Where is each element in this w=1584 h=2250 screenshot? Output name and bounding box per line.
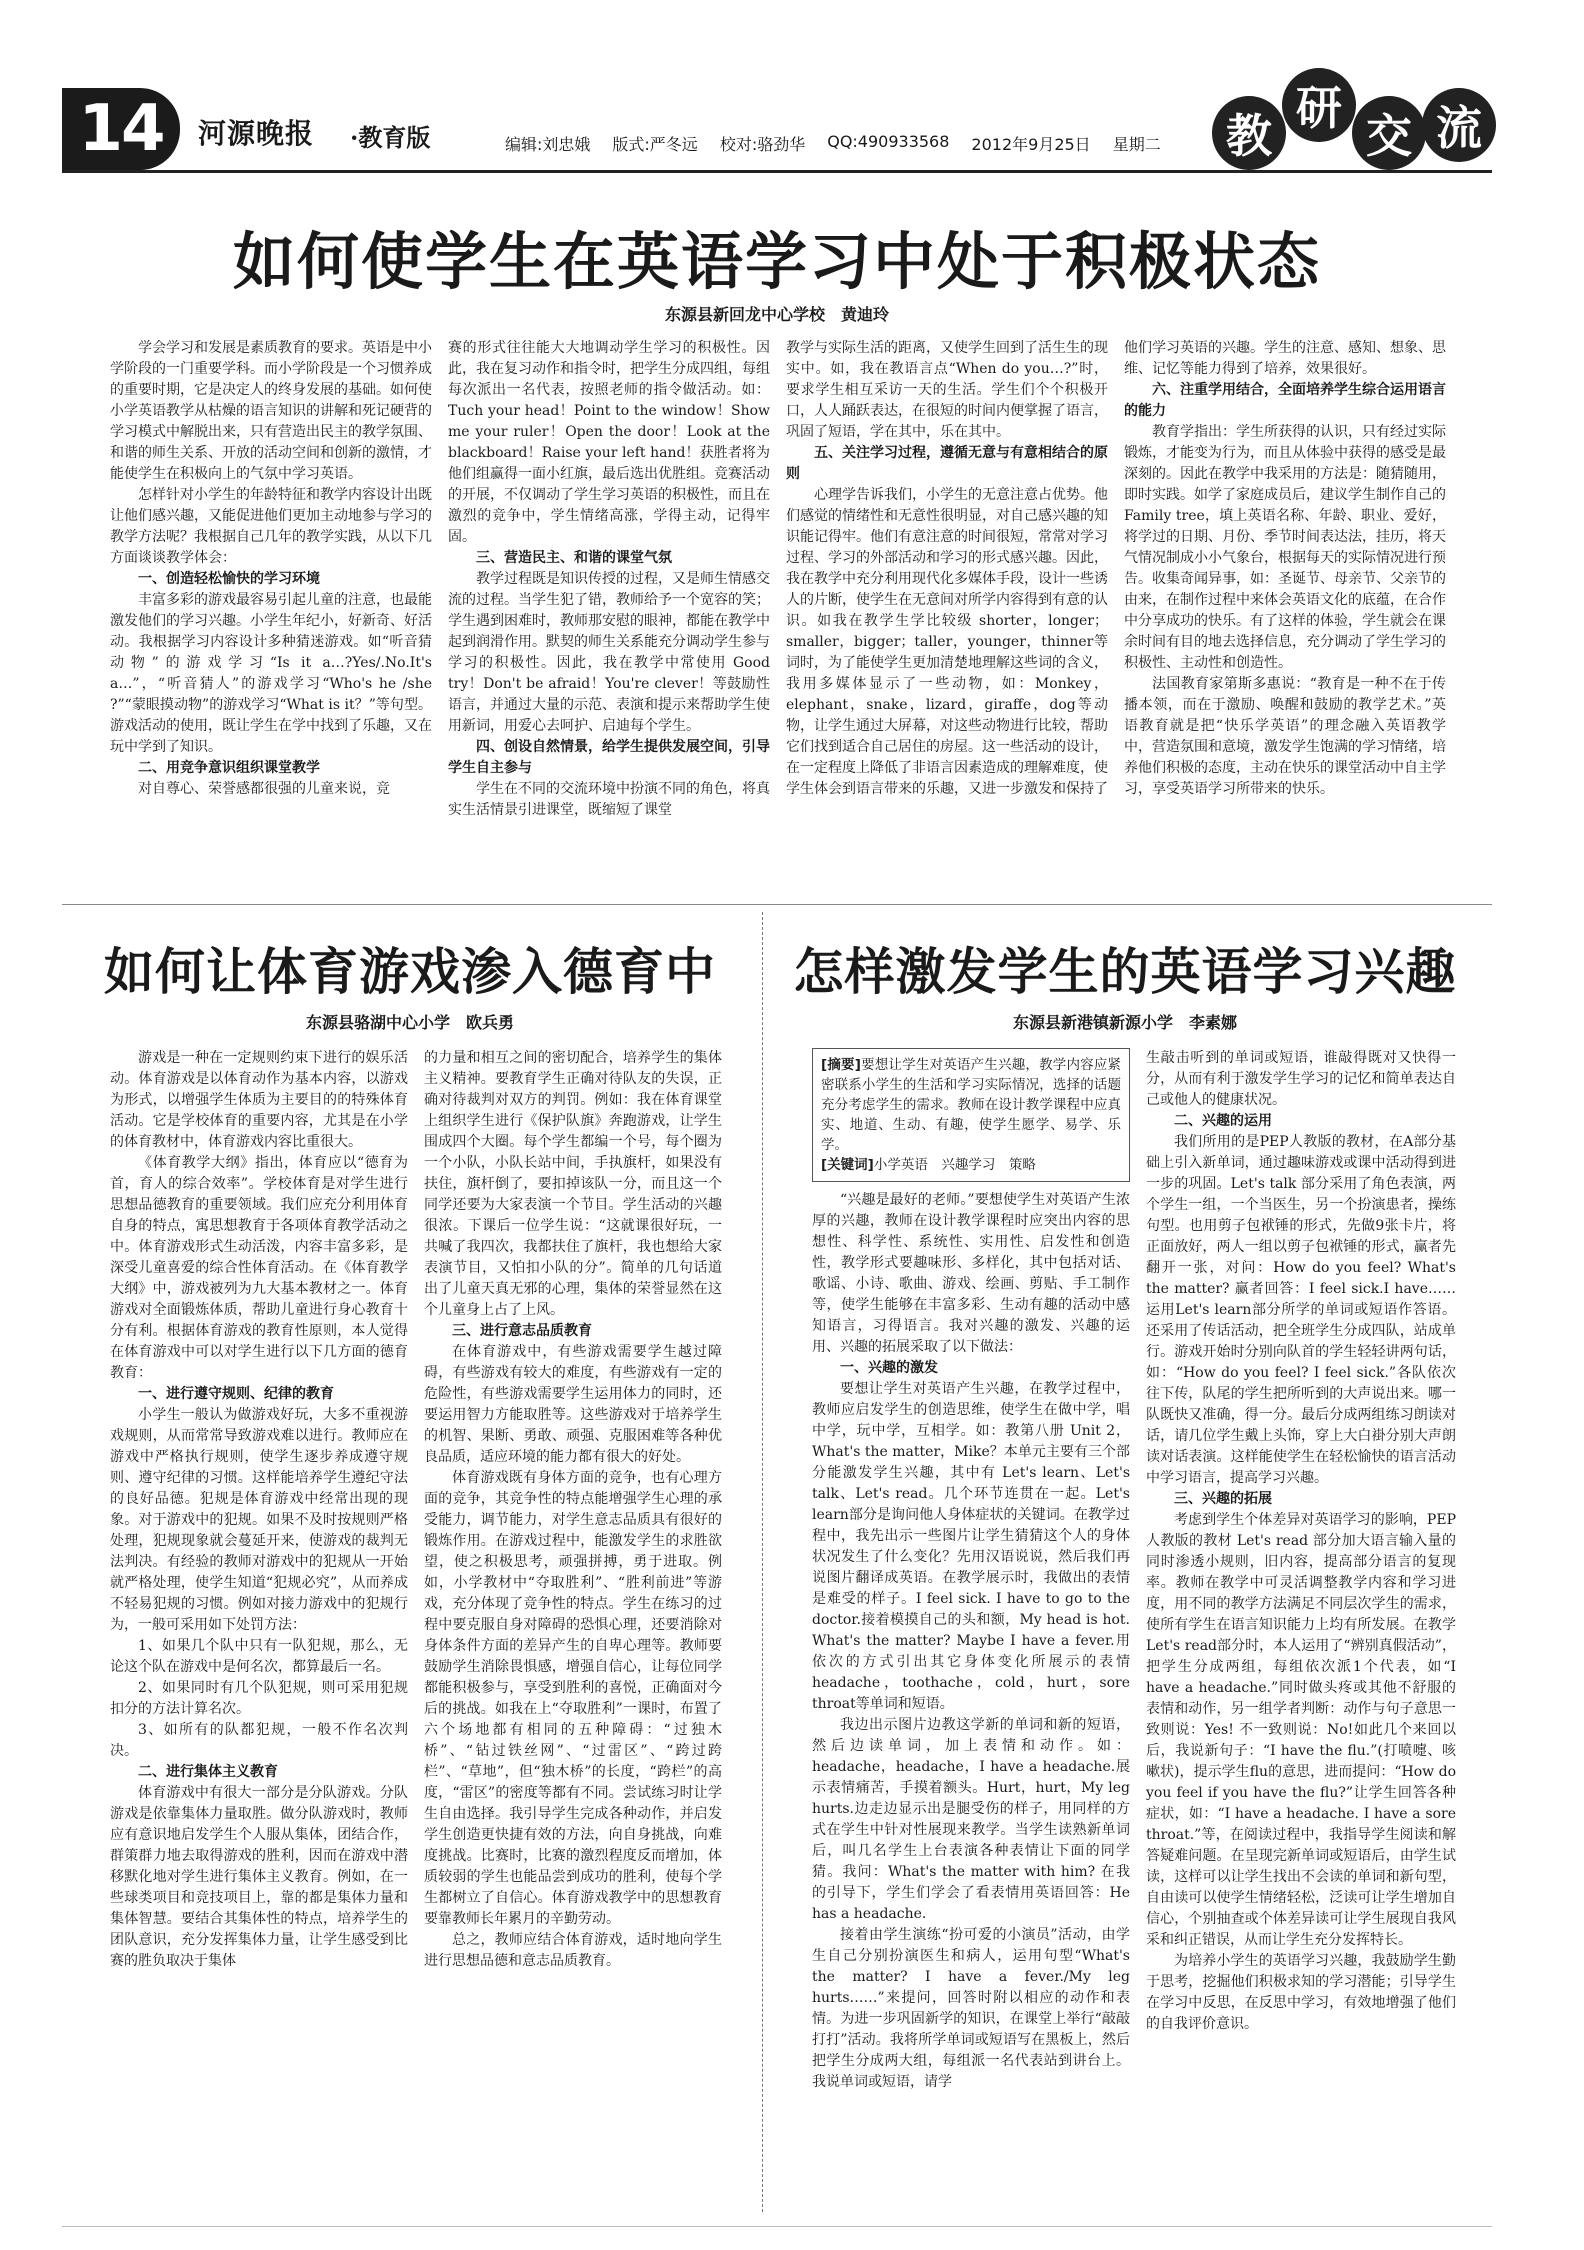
section-heading: 四、创设自然情景，给学生提供发展空间，引导学生自主参与 <box>448 739 770 776</box>
masthead-meta <box>505 132 1161 155</box>
paragraph: 教学与实际生活的距离，又使学生回到了活生生的现实中。如，我在教语言点“When do you…?”时，要求学生相互采访一天的生活。学生们个个积极开口，人人踊跃表达，在很短的时间内便掌握了语言，巩固了短语，学在其中，乐在其中。 <box>786 340 1108 440</box>
section-heading: 三、兴趣的拓展 <box>1174 1491 1272 1507</box>
paragraph: “兴趣是最好的老师。”要想使学生对英语产生浓厚的兴趣，教师在设计教学课程时应突出内容的思想性、科学性、系统性、实用性、启发性和创造性，教学形式要趣味形、多样化，其中包括对话、歌谣、小诗、歌曲、游戏、绘画、剪贴、手工制作等，使学生能够在丰富多彩、生动有趣的活动中感知语言，习得语言。我对兴趣的激发、兴趣的运用、兴趣的拓展采取了以下做法： <box>812 1192 1130 1355</box>
article3-title: 怎样激发学生的英语学习兴趣 <box>793 943 1457 1001</box>
paper-logo: 河源晚报 <box>198 117 315 150</box>
section-heading: 一、创造轻松愉快的学习环境 <box>138 571 320 587</box>
keywords-label: [关键词] <box>821 1157 874 1173</box>
article3-abstract <box>812 1048 1130 1182</box>
column-divider <box>762 912 763 2212</box>
column-char: 研 <box>1282 68 1356 142</box>
article3-column-1 <box>812 1048 1130 2130</box>
paragraph: 我们所用的是PEP人教版的教材，在A部分基础上引入新单词，通过趣味游戏或课中活动得到进一步的巩固。Let's talk 部分采用了角色表演，两个学生一组，一个当医生，另一个扮演患者，操练句型。也用剪子包袱锤的形式，先做9张卡片，将正面放好，两人一组以剪子包袱锤的形式，赢者先翻开一张，对问：How do you feel? What's the matter? 赢者回答：I feel sick.I have……运用Let's learn部分所学的单词或短语作答语。还采用了传话活动，把全班学生分成四队，站成单行。游戏开始时分别向队首的学生轻轻讲两句话，如：“How do you feel? I feel sick.”各队依次往下传，队尾的学生把所听到的大声说出来。哪一队既快又准确，得一分。最后分成两组练习朗读对话，请几位学生戴上头饰，穿上大白褂分别大声朗读对话表演。这样能使学生在轻松愉快的语言活动中学习语言，提高学习兴趣。 <box>1146 1134 1456 1486</box>
keywords-text: 小学英语 兴趣学习 策略 <box>873 1157 1036 1173</box>
section-heading: 一、进行遵守规则、纪律的教育 <box>138 1386 334 1402</box>
article2-title: 如何让体育游戏渗入德育中 <box>104 943 716 1001</box>
column-badge <box>1212 68 1502 178</box>
paragraph: 学会学习和发展是素质教育的要求。英语是中小学阶段的一门重要学科。而小学阶段是一个习惯养成的重要时期，它是决定人的终身发展的基础。如何使小学英语教学从枯燥的语言知识的讲解和死记硬背的学习模式中解脱出来，只有营造出民主的教学氛围、和谐的师生关系、开放的活动空间和创新的激情，才能使学生在积极向上的气氛中学习英语。 <box>110 340 432 482</box>
qq-number: QQ:490933568 <box>827 132 950 151</box>
section-heading: 二、用竞争意识组织课堂教学 <box>138 760 320 776</box>
issue-date: 2012年9月25日 <box>971 135 1091 154</box>
paragraph: 总之，教师应结合体育游戏，适时地向学生进行思想品德和意志品质教育。 <box>424 1932 722 1969</box>
paragraph: 考虑到学生个体差异对英语学习的影响，PEP人教版的教材 Let's read 部分加大语言输入量的同时渗透小规则，旧内容，提高部分语言的复现率。教师在教学中可灵活调整教学内容和学习进度，用不同的教学方法满足不同层次学生的需求，使所有学生在语言知识能力上均有所发展。在教学Let's read部分时，本人运用了“辨别真假活动”，把学生分成两组，每组依次派1个代表，如“I have a headache.”同时做头疼或其他不舒服的表情和动作，另一组学者判断：动作与句子意思一致则说：Yes! 不一致则说：No!如此几个来回以后，我说新句子：“I have the flu.”(打喷嚏、咳嗽状)，提示学生flu的意思，进而提问：“How do you feel if you have the flu?”让学生回答各种症状，如：“I have a headache. I have a sore throat.”等，在阅读过程中，我指导学生阅读和解答疑难问题。在呈现完新单词或短语后，由学生试读，这样可以让学生找出不会读的单词和新句型，自由读可以使学生情绪轻松，泛读可让学生增加自信心，个别抽查或个体差异读可让学生展现自我风采和纠正错误，从而让学生充分发挥特长。 <box>1146 1512 1456 1948</box>
section-heading: 一、兴趣的激发 <box>840 1360 938 1376</box>
edition-name: ·教育版 <box>350 123 431 152</box>
paragraph: 生敲击听到的单词或短语，谁敲得既对又快得一分，从而有利于激发学生学习的记忆和简单表达自己或他人的健康状况。 <box>1146 1050 1456 1108</box>
paragraph: 在体育游戏中，有些游戏需要学生越过障碍，有些游戏有较大的难度，有些游戏有一定的危险性，有些游戏需要学生运用体力的同时，还要运用智力方能取胜等。这些游戏对于培养学生的机智、果断、勇敢、顽强、克服困难等各种优良品质，适应环境的能力都有很大的好处。 <box>424 1344 722 1465</box>
paragraph: 教学过程既是知识传授的过程，又是师生情感交流的过程。当学生犯了错，教师给予一个宽容的笑；学生遇到困难时，教师那安慰的眼神，都能在教学中起到润滑作用。默契的师生关系能充分调动学生参与学习的积极性。因此，我在教学中常使用 Good try！Don't be afraid！You're clever！等鼓励性语言，并通过大量的示范、表演和提示来帮助学生使用新词，用爱心去呵护、启迪每个学生。 <box>448 571 770 734</box>
article2-column-1 <box>110 1048 408 2130</box>
paragraph: 体育游戏既有身体方面的竞争，也有心理方面的竞争，其竞争性的特点能增强学生心理的承受能力，调节能力，对学生意志品质具有很好的锻炼作用。在游戏过程中，能激发学生的求胜欲望，使之积极思考，顽强拼搏，勇于进取。例如，小学教材中“夺取胜利”、“胜利前进”等游戏，充分体现了竞争性的特点。学生在练习的过程中要克服自身对障碍的恐惧心理，还要消除对身体条件方面的差异产生的自卑心理等。教师要鼓励学生消除畏惧感，增强自信心，让每位同学都能积极参与，享受到胜利的喜悦，正确面对今后的挑战。如我在上“夺取胜利”一课时，布置了六个场地都有相同的五种障碍：“过独木桥”、“钻过铁丝网”、“过雷区”、“跨过跨栏”、“草地”，但“独木桥”的长度，“跨栏”的高度，“雷区”的密度等都有不同。尝试练习时让学生自由选择。我引导学生完成各种动作，并启发学生创造更快捷有效的方法，向自身挑战，向难度挑战。比赛时，比赛的激烈程度反而增加，体质较弱的学生也能品尝到成功的胜利，使每个学生都树立了自信心。体育游戏教学中的思想教育要靠教师长年累月的辛勤劳动。 <box>424 1470 722 1927</box>
designer: 版式:严冬远 <box>612 135 698 154</box>
paragraph: 接着由学生演练“扮可爱的小演员”活动，由学生自己分别扮演医生和病人，运用句型“What's the matter? I have a fever./My leg hurts……”来提问，回答时附以相应的动作和表情。为进一步巩固新学的知识，在课堂上举行“敲敲打打”活动。我将所学单词或短语写在黑板上，然后把学生分成两大组，每组派一名代表站到讲台上。我说单词或短语，请学 <box>812 1927 1130 2090</box>
paragraph: 法国教育家第斯多惠说：“教育是一种不在于传播本领，而在于激励、唤醒和鼓励的教学艺术。”英语教育就是把“快乐学英语”的理念融入英语教学中，营造氛围和意境，激发学生饱满的学习情绪，培养他们积极的态度，主动在快乐的课堂活动中自主学习，享受英语学习所带来的快乐。 <box>1124 676 1446 797</box>
column-char: 教 <box>1212 96 1286 170</box>
bottom-rule <box>62 2226 1492 2227</box>
paragraph: 3、如所有的队都犯规，一般不作名次判决。 <box>110 1722 408 1759</box>
paragraph: 为培养小学生的英语学习兴趣，我鼓励学生勤于思考，挖掘他们积极求知的学习潜能；引导学生在学习中反思，在反思中学习，有效地增强了他们的自我评价意识。 <box>1146 1953 1456 2032</box>
article1-column-2 <box>448 338 770 886</box>
article3-column-1-body <box>812 1190 1130 2093</box>
paragraph: 体育游戏中有很大一部分是分队游戏。分队游戏是依靠集体力量取胜。做分队游戏时，教师应有意识地启发学生个人服从集体，团结合作，群策群力地去取得游戏的胜利，因而在游戏中潜移默化地对学生进行集体主义教育。例如，在一些球类项目和竞技项目上，靠的都是集体力量和集体智慧。要结合其集体性的特点，培养学生的团队意识，充分发挥集体力量，让学生感受到比赛的胜负取决于集体 <box>110 1785 408 1969</box>
paragraph: 赛的形式往往能大大地调动学生学习的积极性。因此，我在复习动作和指令时，把学生分成四组，每组每次派出一名代表，按照老师的指令做活动。如：Tuch your head！Point to the window！Show me your ruler！Open the door！Look at the blackboard！Raise your left hand！获胜者将为他们组赢得一面小红旗，最后选出优胜组。竞赛活动的开展，不仅调动了学生学习英语的积极性，而且在激烈的竞争中，学生情绪高涨，学得主动，记得牢固。 <box>448 340 770 545</box>
section-heading: 三、营造民主、和谐的课堂气氛 <box>476 550 672 566</box>
page-number: 14 <box>62 88 180 170</box>
weekday: 星期二 <box>1112 135 1161 154</box>
paragraph: 怎样针对小学生的年龄特征和教学内容设计出既让他们感兴趣，又能促进他们更加主动地参与学习的教学方法呢？我根据自己几年的教学实践，从以下几方面谈谈教学体会： <box>110 487 432 566</box>
paragraph: 小学生一般认为做游戏好玩，大多不重视游戏规则，从而常常导致游戏难以进行。教师应在游戏中严格执行规则，使学生逐步养成遵守规则、遵守纪律的习惯。这样能培养学生遵纪守法的良好品德。犯规是体育游戏中经常出现的现象。对于游戏中的犯规。如果不及时按规则严格处理，犯规现象就会蔓延开来，使游戏的裁判无法判决。有经验的教师对游戏中的犯规从一开始就严格处理，使学生知道“犯规必究”，从而养成不轻易犯规的习惯。例如对接力游戏中的犯规行为，一般可采用如下处罚方法： <box>110 1407 408 1633</box>
article1-byline: 东源县新回龙中心学校 黄迪玲 <box>664 305 889 324</box>
paragraph: 学生在不同的交流环境中扮演不同的角色，将真实生活情景引进课堂，既缩短了课堂 <box>448 781 770 818</box>
paragraph: 丰富多彩的游戏最容易引起儿童的注意，也最能激发他们的学习兴趣。小学生年纪小，好新奇、好活动。我根据学习内容设计多种猜迷游戏。如“听音猜动物”的游戏学习“Is it a…?Yes/.No.It's a…”，“听音猜人”的游戏学习“Who's he /she ?”“蒙眼摸动物”的游戏学习“What is it？”等句型。游戏活动的使用，既让学生在学中找到了乐趣，又在玩中学到了知识。 <box>110 592 432 755</box>
article1-column-1 <box>110 338 432 886</box>
section-heading: 五、关注学习过程，遵循无意与有意相结合的原则 <box>786 445 1108 482</box>
article2-column-2 <box>424 1048 722 2130</box>
paragraph: 我边出示图片边教这学新的单词和新的短语，然后边读单词，加上表情和动作。如：headache，headache，I have a headache.展示表情痛苦，手摸着额头。Hurt，hurt，My leg hurts.边走边显示出是腿受伤的样子，用同样的方式在学生中针对性展现来教学。当学生读熟新单词后，叫几名学生上台表演各种表情让下面的同学猜。我问：What's the matter with him? 在我的引导下，学生们学会了看表情用英语回答：He has a headache. <box>812 1717 1130 1922</box>
paragraph: 的力量和相互之间的密切配合，培养学生的集体主义精神。要教育学生正确对待队友的失误，正确对待裁判对双方的判罚。例如：我在体育课堂上组织学生进行《保护队旗》奔跑游戏，让学生围成四个大圈。每个学生都编一个号，每个圈为一个小队，小队长站中间，手执旗杆，如果没有扶住，旗杆倒了，要扣掉该队一分，而且这一个同学还要为大家表演一个节目。学生活动的兴趣很浓。下课后一位学生说：“这就课很好玩，一共喊了我四次，我都扶住了旗杆，我也想给大家表演节目，又怕扣小队的分”。简单的几句话道出了儿童天真无邪的心理，集体的荣誉显然在这个儿童身上占了上风。 <box>424 1050 722 1318</box>
paragraph: 他们学习英语的兴趣。学生的注意、感知、想象、思维、记忆等能力得到了培养，效果很好。 <box>1124 340 1446 377</box>
column-char: 流 <box>1422 88 1496 162</box>
section-heading: 二、兴趣的运用 <box>1174 1113 1272 1129</box>
editor: 编辑:刘忠娥 <box>505 135 591 154</box>
section-heading: 三、进行意志品质教育 <box>452 1323 592 1339</box>
article3-byline: 东源县新港镇新源小学 李素娜 <box>1012 1013 1237 1032</box>
paragraph: 要想让学生对英语产生兴趣，在教学过程中，教师应启发学生的创造思维，使学生在做中学，唱中学，玩中学，互相学。如：教第八册 Unit 2，What's the matter，Mike？本单元主要有三个部分能激发学生兴趣，其中有 Let's learn、Let's talk、Let's read。几个环节连贯在一起。Let's learn部分是询问他人身体症状的关键词。在教学过程中，我先出示一些图片让学生猜猜这个人的身体状况发生了什么变化？先用汉语说说，然后我们再说图片翻译成英语。在教学展示时，我做出的表情是难受的样子。I feel sick. I have to go to the doctor.接着模摸自己的头和额，My head is hot. What's the matter? Maybe I have a fever.用依次的方式引出其它身体变化所展示的表情 headache，toothache，cold，hurt，sore throat等单词和短语。 <box>812 1381 1130 1712</box>
paragraph: 1、如果几个队中只有一队犯规，那么，无论这个队在游戏中是何名次，都算最后一名。 <box>110 1638 408 1675</box>
paragraph: 2、如果同时有几个队犯规，则可采用犯规扣分的方法计算名次。 <box>110 1680 408 1717</box>
paragraph: 教育学指出：学生所获得的认识，只有经过实际锻炼，才能变为行为，而且从体验中获得的感受是最深刻的。因此在教学中我采用的方法是：随猜随用，即时实践。如学了家庭成员后，建议学生制作自己的 Family tree，填上英语名称、年龄、职业、爱好，将学过的日期、月份、季节时间表达法，挂历，将天气情况制成小小气象台，根据每天的实际情况进行预告。收集奇闻异事，如：圣诞节、母亲节、父亲节的由来，在制作过程中来体会英语文化的底蕴，在合作中分享成功的快乐。有了这样的体验，学生就会在课余时间有目的地去选择信息，充分调动了学生学习的积极性、主动性和创造性。 <box>1124 424 1446 671</box>
section-heading: 二、进行集体主义教育 <box>138 1764 278 1780</box>
section-heading: 六、注重学用结合，全面培养学生综合运用语言的能力 <box>1124 382 1446 419</box>
article2-byline: 东源县骆湖中心小学 欧兵勇 <box>305 1013 514 1032</box>
article1-column-3 <box>786 338 1108 886</box>
paragraph: 心理学告诉我们，小学生的无意注意占优势。他们感觉的情绪性和无意性很明显，对自己感兴趣的知识能记得牢。他们有意注意的时间很短，常常对学习过程、学习的外部活动和学习的形式感兴趣。因此，我在教学中充分利用现代化多媒体手段，设计一些诱人的片断，使学生在无意间对所学内容得到有意的认识。如我在教学生学比较级 shorter，longer；smaller，bigger；taller，younger，thinner等词时，为了能使学生更加清楚地理解这些词的含义，我用多媒体显示了一些动物，如：Monkey，elephant，snake，lizard，giraffe，dog等动物，让学生通过大屏幕，对这些动物进行比较，帮助它们找到适合自己居住的房屋。这一些活动的设计，在一定程度上降低了非语言因素造成的理解难度，使学生体会到语言带来的乐趣，又进一步激发和保持了 <box>786 487 1108 797</box>
article3-column-2 <box>1146 1048 1456 2130</box>
article1-column-4 <box>1124 338 1446 886</box>
section-divider <box>62 904 1492 905</box>
top-rule <box>62 170 1492 173</box>
article1-title: 如何使学生在英语学习中处于积极状态 <box>232 225 1321 298</box>
abstract-label: [摘要] <box>821 1057 861 1073</box>
paragraph: 对自尊心、荣誉感都很强的儿童来说，竞 <box>138 781 390 797</box>
paragraph: 游戏是一种在一定规则约束下进行的娱乐活动。体育游戏是以体育动作为基本内容，以游戏为形式，以增强学生体质为主要目的的特殊体育活动。它是学校体育的重要内容，尤其是在小学的体育教材中，体育游戏内容比重很大。 <box>110 1050 408 1150</box>
paragraph: 《体育教学大纲》指出，体育应以“德育为首，育人的综合效率”。学校体育是对学生进行思想品德教育的重要领域。我们应充分利用体育自身的特点，寓思想教育于各项体育教学活动之中。体育游戏形式生动活泼，内容丰富多彩，是深受儿童喜爱的综合性体育活动。在《体育教学大纲》中，游戏被列为九大基本教材之一。体育游戏对全面锻炼体质，帮助儿童进行身心教育十分有利。根据体育游戏的教育性原则，本人觉得在体育游戏中可以对学生进行以下几方面的德育教育： <box>110 1155 408 1381</box>
column-char: 交 <box>1352 96 1426 170</box>
abstract-text: 要想让学生对英语产生兴趣，教学内容应紧密联系小学生的生活和学习实际情况，选择的话题充分考虑学生的需求。教师在设计教学课程中应真实、地道、生动、有趣，使学生愿学、易学、乐学。 <box>821 1057 1122 1153</box>
proofreader: 校对:骆劲华 <box>719 135 806 154</box>
